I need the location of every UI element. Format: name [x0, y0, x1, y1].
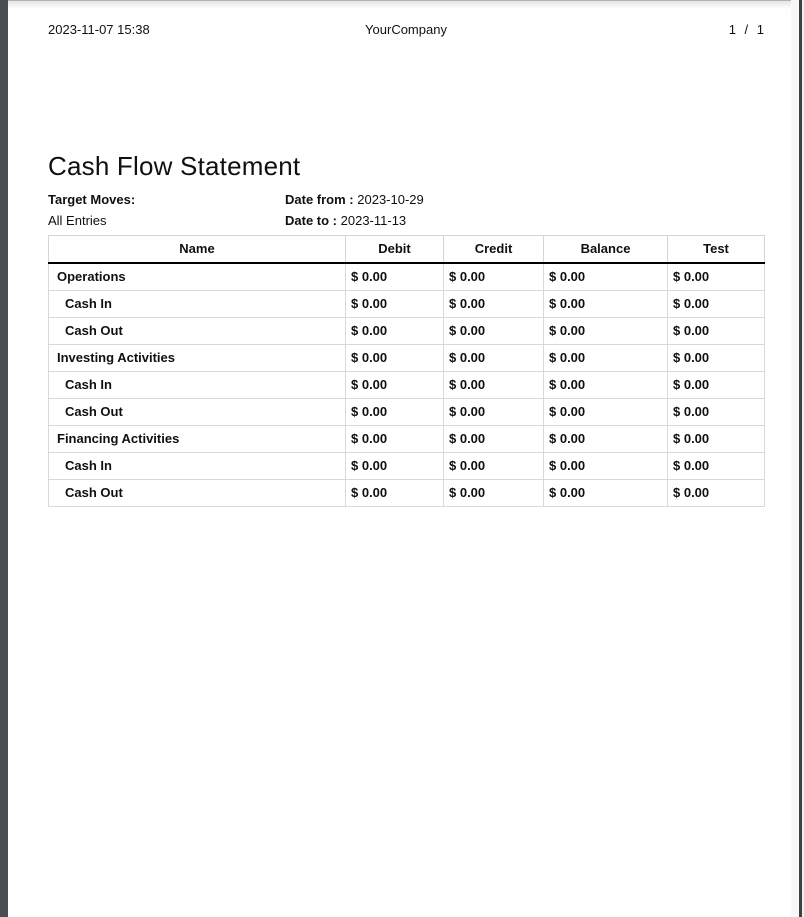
- row-balance-cell: $ 0.00: [544, 318, 668, 345]
- row-credit-cell: $ 0.00: [444, 263, 544, 291]
- report-page: [48, 0, 764, 507]
- table-row: [49, 453, 765, 480]
- target-moves-block: [48, 189, 285, 231]
- row-test-cell: $ 0.00: [668, 453, 765, 480]
- table-body: [49, 263, 765, 507]
- row-debit-cell: $ 0.00: [346, 480, 444, 507]
- date-from-value: 2023-10-29: [357, 192, 424, 207]
- column-header-test: Test: [668, 236, 765, 264]
- row-name-cell: Cash Out: [49, 399, 346, 426]
- row-credit-cell: $ 0.00: [444, 480, 544, 507]
- row-name-cell: Financing Activities: [49, 426, 346, 453]
- row-balance-cell: $ 0.00: [544, 263, 668, 291]
- row-credit-cell: $ 0.00: [444, 453, 544, 480]
- page-number: 1 / 1: [728, 22, 765, 37]
- viewer-left-edge: [0, 0, 8, 917]
- row-debit-cell: $ 0.00: [346, 291, 444, 318]
- row-debit-cell: $ 0.00: [346, 263, 444, 291]
- table-row: [49, 372, 765, 399]
- column-header-balance: Balance: [544, 236, 668, 264]
- cash-flow-table: [48, 235, 765, 507]
- row-test-cell: $ 0.00: [668, 426, 765, 453]
- table-header: [49, 236, 765, 264]
- row-name-cell: Investing Activities: [49, 345, 346, 372]
- row-test-cell: $ 0.00: [668, 480, 765, 507]
- page-header: [48, 0, 764, 38]
- row-name-cell: Cash In: [49, 453, 346, 480]
- row-balance-cell: $ 0.00: [544, 453, 668, 480]
- table-row: [49, 291, 765, 318]
- row-test-cell: $ 0.00: [668, 345, 765, 372]
- target-moves-label: Target Moves:: [48, 192, 136, 207]
- row-debit-cell: $ 0.00: [346, 345, 444, 372]
- row-balance-cell: $ 0.00: [544, 426, 668, 453]
- row-name-cell: Cash In: [49, 372, 346, 399]
- row-test-cell: $ 0.00: [668, 372, 765, 399]
- row-credit-cell: $ 0.00: [444, 372, 544, 399]
- report-title: Cash Flow Statement: [48, 151, 301, 181]
- date-to-value: 2023-11-13: [340, 213, 407, 228]
- print-datetime: 2023-11-07 15:38: [48, 22, 150, 37]
- table-row: [49, 426, 765, 453]
- row-debit-cell: $ 0.00: [346, 318, 444, 345]
- row-name-cell: Cash Out: [49, 480, 346, 507]
- row-debit-cell: $ 0.00: [346, 453, 444, 480]
- row-test-cell: $ 0.00: [668, 291, 765, 318]
- table-row: [49, 318, 765, 345]
- row-name-cell: Operations: [49, 263, 346, 291]
- table-row: [49, 263, 765, 291]
- row-balance-cell: $ 0.00: [544, 291, 668, 318]
- target-moves-value: All Entries: [48, 213, 107, 228]
- date-range-block: [285, 189, 424, 231]
- row-balance-cell: $ 0.00: [544, 480, 668, 507]
- date-from-label: Date from :: [285, 192, 354, 207]
- row-name-cell: Cash In: [49, 291, 346, 318]
- row-credit-cell: $ 0.00: [444, 291, 544, 318]
- row-credit-cell: $ 0.00: [444, 345, 544, 372]
- row-credit-cell: $ 0.00: [444, 426, 544, 453]
- row-credit-cell: $ 0.00: [444, 399, 544, 426]
- row-test-cell: $ 0.00: [668, 399, 765, 426]
- table-row: [49, 480, 765, 507]
- company-name: YourCompany: [365, 22, 447, 37]
- row-name-cell: Cash Out: [49, 318, 346, 345]
- date-to-label: Date to :: [285, 213, 337, 228]
- row-balance-cell: $ 0.00: [544, 345, 668, 372]
- row-credit-cell: $ 0.00: [444, 318, 544, 345]
- row-balance-cell: $ 0.00: [544, 399, 668, 426]
- row-debit-cell: $ 0.00: [346, 426, 444, 453]
- table-row: [49, 345, 765, 372]
- column-header-credit: Credit: [444, 236, 544, 264]
- viewer-right-background: [791, 0, 799, 917]
- column-header-name: Name: [49, 236, 346, 264]
- row-test-cell: $ 0.00: [668, 263, 765, 291]
- table-row: [49, 399, 765, 426]
- column-header-debit: Debit: [346, 236, 444, 264]
- row-debit-cell: $ 0.00: [346, 372, 444, 399]
- report-filters: [48, 189, 764, 231]
- row-debit-cell: $ 0.00: [346, 399, 444, 426]
- row-balance-cell: $ 0.00: [544, 372, 668, 399]
- row-test-cell: $ 0.00: [668, 318, 765, 345]
